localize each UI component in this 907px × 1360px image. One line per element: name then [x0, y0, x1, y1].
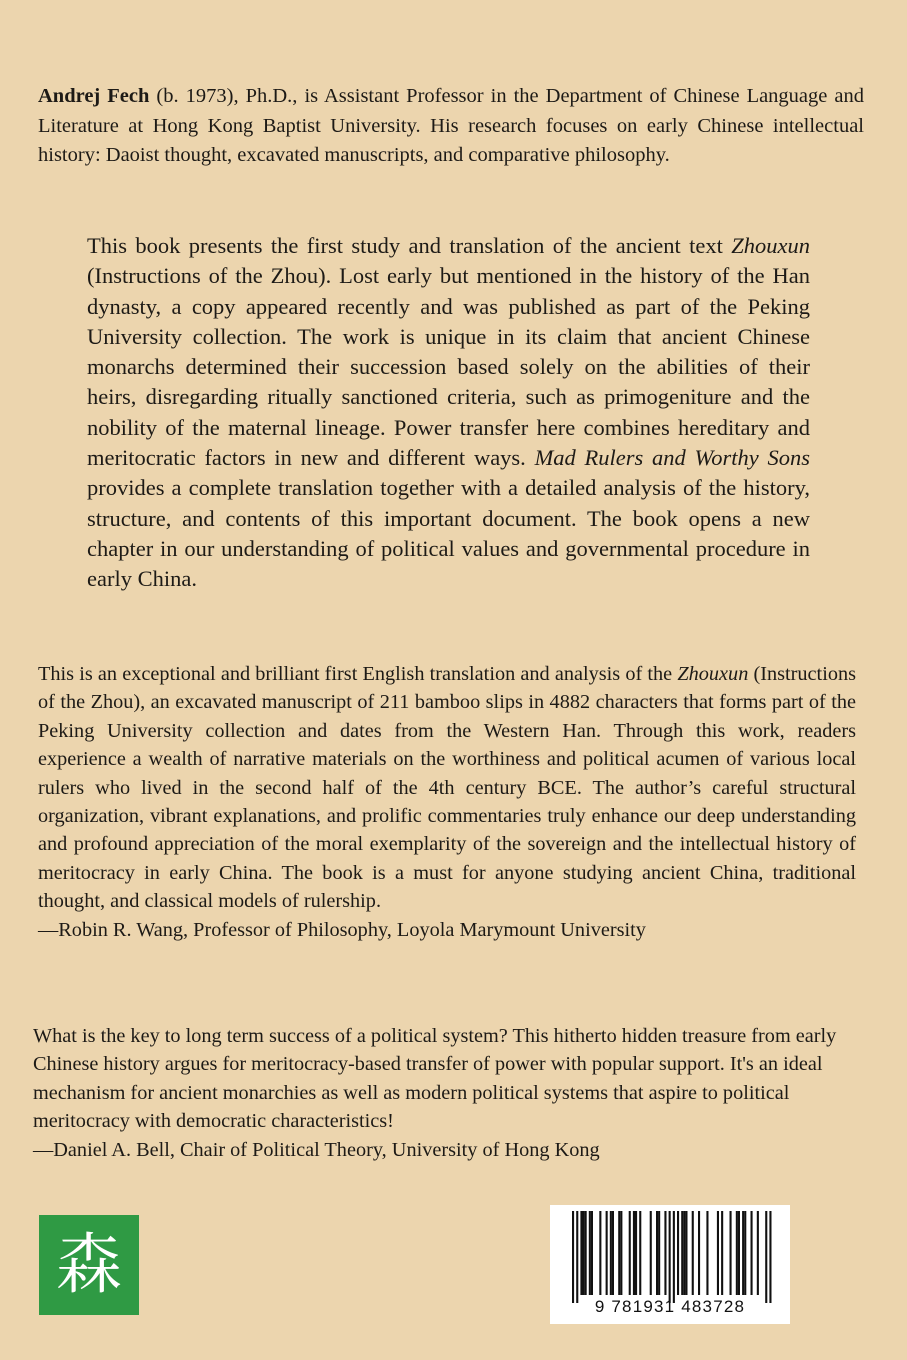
barcode-bar [692, 1211, 694, 1295]
barcode-bar [673, 1211, 675, 1303]
barcode-bar [589, 1211, 591, 1295]
barcode-bar [618, 1211, 620, 1295]
barcode-bar [765, 1211, 767, 1303]
barcode-bar [599, 1211, 601, 1295]
author-bio-text: (b. 1973), Ph.D., is Assistant Professor in the Department of Chinese Language and Literature at Hong Kong Baptist University. His research focuses on early Chinese intellectual history: Daoist thought, excavated manuscripts, and comparative philosophy. [38, 85, 864, 166]
barcode-bar [656, 1211, 658, 1295]
barcode-bar [721, 1211, 723, 1295]
barcode-bar [650, 1211, 652, 1295]
endorsement-wang [38, 660, 856, 944]
barcode-bar [669, 1211, 671, 1303]
endorsement-bell-attribution: —Daniel A. Bell, Chair of Political Theory, University of Hong Kong [33, 1138, 600, 1161]
barcode-bar [572, 1211, 574, 1303]
endorsement-wang-title: Zhouxun [677, 663, 749, 685]
barcode-bar [769, 1211, 771, 1303]
barcode-bar [685, 1211, 687, 1295]
description-part-2: (Instructions of the Zhou). Lost early but mentioned in the history of the Han dynasty, a copy appeared recently and was published as part of the Peking University collection. The work is unique in its claim that ancient Chinese monarchs determined their succession based solely on the abilities of their heirs, disregarding ritually sanctioned criteria, such as primogeniture and the nobility of the maternal lineage. Power transfer here combines hereditary and meritocratic factors in new and different ways. [87, 263, 810, 471]
isbn-barcode [550, 1205, 790, 1324]
endorsement-bell-text: What is the key to long term success of a political system? This hitherto hidden treasure from early Chinese history argues for meritocracy-based transfer of power with popular support. It's an ideal mechanism for ancient monarchies as well as modern political systems that aspire to political meritocracy with democratic characteristics! [33, 1025, 837, 1133]
barcode-bar [658, 1211, 660, 1295]
barcode-bar [698, 1211, 700, 1295]
author-name: Andrej Fech [38, 85, 150, 107]
barcode-bar [580, 1211, 582, 1295]
barcode-bar [730, 1211, 732, 1295]
endorsement-wang-part-1: This is an exceptional and brilliant first English translation and analysis of the [38, 663, 678, 685]
barcode-bar [742, 1211, 744, 1295]
barcode-bar [751, 1211, 753, 1295]
book-description [87, 231, 810, 595]
barcode-bar [706, 1211, 708, 1295]
forest-glyph-logo-icon [39, 1215, 139, 1315]
barcode-bar [610, 1211, 612, 1295]
barcode-bar [635, 1211, 637, 1295]
description-part-3: provides a complete translation together with a detailed analysis of the history, structure, and contents of this important document. The book opens a new chapter in our understanding of political values and governmental procedure in early China. [87, 475, 810, 592]
endorsement-wang-attribution: —Robin R. Wang, Professor of Philosophy, Loyola Marymount University [38, 918, 646, 941]
barcode-bar [677, 1211, 679, 1295]
barcode-bar [736, 1211, 738, 1295]
barcode-bar [681, 1211, 683, 1295]
barcode-bar [629, 1211, 631, 1295]
barcode-bar [717, 1211, 719, 1295]
barcode-bar [683, 1211, 685, 1295]
description-title-zhouxun: Zhouxun [731, 233, 810, 258]
endorsement-bell [33, 1022, 855, 1164]
barcode-bar [612, 1211, 614, 1295]
barcode-bar [591, 1211, 593, 1295]
barcode-bar [744, 1211, 746, 1295]
endorsement-wang-part-2: (Instructions of the Zhou), an excavated manuscript of 211 bamboo slips in 4882 characters that forms part of the Peking University collection and dates from the Western Han. Through this work, readers experience a wealth of narrative materials on the worthiness and political acumen of various local rulers who lived in the second half of the 4th century BCE. The author’s careful structural organization, vibrant explanations, and prolific commentaries truly enhance our deep understanding and profound appreciation of the moral exemplarity of the sovereign and the intellectual history of meritocracy in early China. The book is a must for anyone studying ancient China, traditional thought, and classical models of rulership. [38, 663, 857, 913]
barcode-bar [606, 1211, 608, 1295]
barcode-bar [633, 1211, 635, 1295]
barcode-bar [738, 1211, 740, 1295]
publisher-logo [39, 1215, 139, 1315]
description-part-1: This book presents the first study and translation of the ancient text [87, 233, 732, 258]
barcode-bar [583, 1211, 585, 1295]
isbn-number: 9 781931 483728 [594, 1297, 746, 1316]
svg-text:森: 森 [56, 1226, 122, 1303]
barcode-bar [576, 1211, 578, 1303]
author-bio [38, 82, 864, 171]
barcode-bar [757, 1211, 759, 1295]
description-book-title: Mad Rulers and Worthy Sons [534, 445, 810, 471]
barcode-bar [585, 1211, 587, 1295]
barcode-bar [620, 1211, 622, 1295]
barcode-bar [664, 1211, 666, 1295]
barcode-bar [639, 1211, 641, 1295]
